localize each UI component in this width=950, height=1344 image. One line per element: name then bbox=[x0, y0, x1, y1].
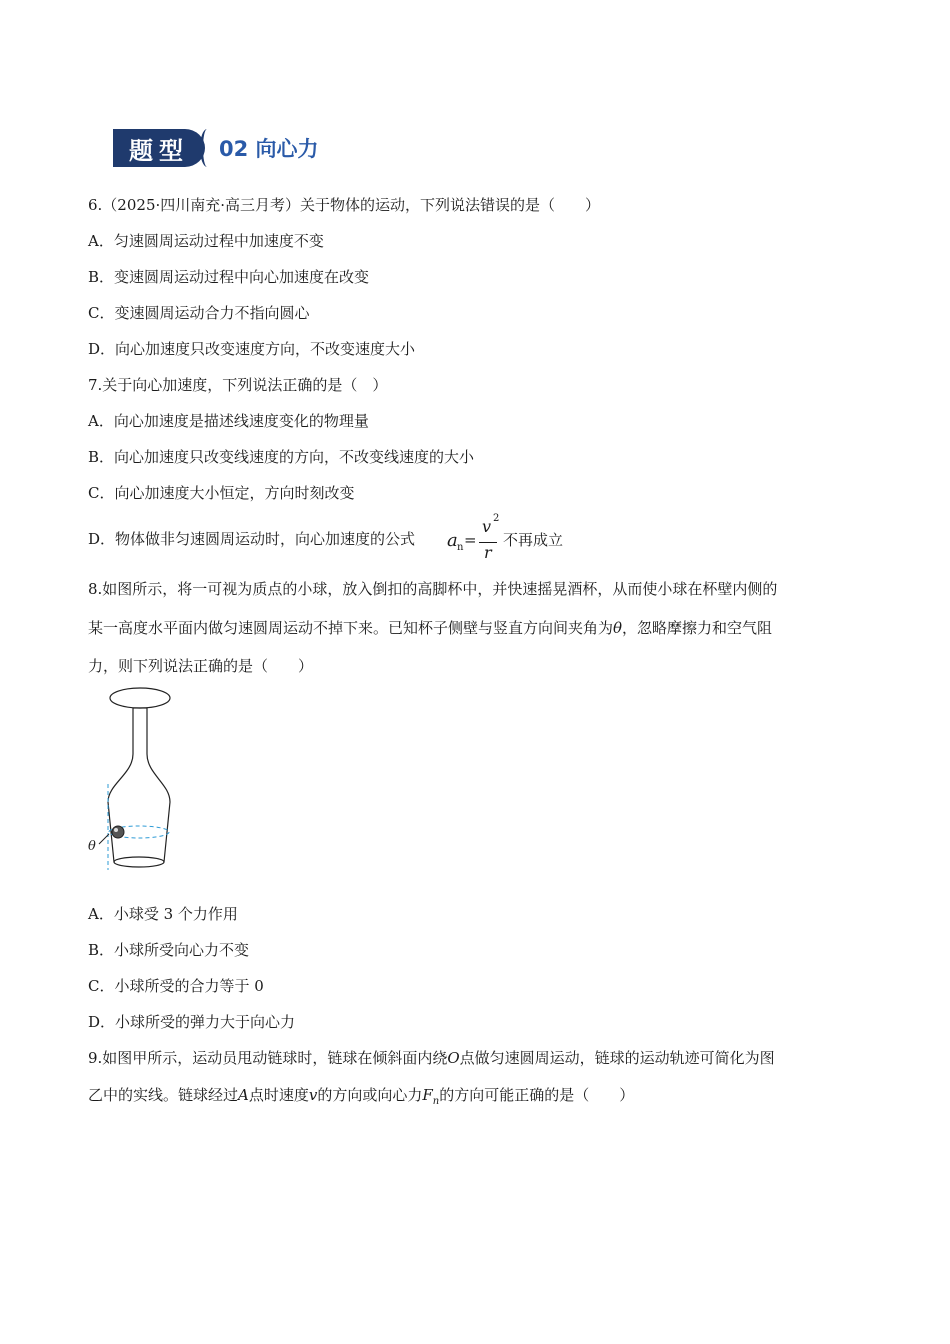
q8-stem-line1: 8.如图所示，将一可视为质点的小球，放入倒扣的高脚杯中，并快速摇晃酒杯，从而使小球在杯壁内侧的 bbox=[88, 580, 778, 598]
goblet-rim bbox=[114, 857, 164, 867]
goblet-figure bbox=[82, 684, 192, 874]
q7-option-b: B．向心加速度只改变线速度的方向，不改变线速度的大小 bbox=[88, 448, 475, 466]
q6-option-a: A．匀速圆周运动过程中加速度不变 bbox=[88, 232, 324, 250]
section-title: 02 向心力 bbox=[219, 137, 319, 161]
q7-option-d-prefix: D．物体做非匀速圆周运动时，向心加速度的公式 bbox=[88, 530, 416, 548]
q7-option-d-suffix: 不再成立 bbox=[503, 531, 564, 549]
q9-line2-post: 的方向可能正确的是（ ） bbox=[439, 1086, 635, 1104]
q7-stem: 7.关于向心加速度，下列说法正确的是（ ） bbox=[88, 376, 388, 394]
goblet-base bbox=[110, 688, 170, 708]
goblet-body bbox=[108, 708, 170, 862]
q9-line1-pre: 9.如图甲所示，运动员甩动链球时，链球在倾斜面内绕 bbox=[88, 1049, 448, 1067]
section-badge bbox=[113, 129, 205, 167]
q9-line2-pre: 乙中的实线。链球经过 bbox=[88, 1086, 239, 1104]
ball bbox=[112, 826, 124, 838]
formula-denominator: r bbox=[484, 543, 492, 562]
q8-option-b: B．小球所受向心力不变 bbox=[88, 941, 250, 959]
q9-line2-mid2: 的方向或向心力 bbox=[317, 1086, 423, 1104]
q9-point-a: A bbox=[238, 1086, 249, 1104]
goblet-diagram bbox=[82, 684, 192, 874]
q8-stem-line2-post: ，忽略摩擦力和空气阻 bbox=[622, 619, 773, 637]
q8-option-d: D．小球所受的弹力大于向心力 bbox=[88, 1013, 296, 1031]
badge-label: 题型 bbox=[129, 135, 189, 165]
q8-option-a: A．小球受 3 个力作用 bbox=[88, 905, 238, 923]
q8-option-c: C．小球所受的合力等于 0 bbox=[88, 977, 264, 995]
theta-label: θ bbox=[88, 839, 96, 854]
q6-option-b: B．变速圆周运动过程中向心加速度在改变 bbox=[88, 268, 370, 286]
q8-stem-line3: 力，则下列说法正确的是（ ） bbox=[88, 657, 314, 675]
q8-stem-line2 bbox=[88, 618, 772, 638]
q6-stem: 6.（2025·四川南充·高三月考）关于物体的运动，下列说法错误的是（ ） bbox=[88, 196, 601, 214]
section-heading bbox=[113, 128, 319, 168]
formula-subscript: n bbox=[457, 542, 464, 553]
q6-option-c: C．变速圆周运动合力不指向圆心 bbox=[88, 304, 310, 322]
q9-line1-post: 点做匀速圆周运动，链球的运动轨迹可简化为图 bbox=[459, 1049, 775, 1067]
q9-line2-mid1: 点时速度 bbox=[248, 1086, 309, 1104]
q9-force-f: F bbox=[422, 1086, 433, 1104]
q8-stem-line2-pre: 某一高度水平面内做匀速圆周运动不掉下来。已知杯子侧壁与竖直方向间夹角为 bbox=[88, 619, 614, 637]
q8-theta: θ bbox=[613, 619, 623, 637]
q9-stem-line1 bbox=[88, 1048, 775, 1068]
q9-point-o: O bbox=[447, 1049, 460, 1067]
formula-exponent: 2 bbox=[493, 513, 500, 524]
formula-equals: = bbox=[464, 531, 477, 549]
formula-numerator: v bbox=[482, 517, 492, 536]
q7-option-a: A．向心加速度是描述线速度变化的物理量 bbox=[88, 412, 369, 430]
ball-highlight bbox=[114, 828, 118, 832]
q7-option-c: C．向心加速度大小恒定，方向时刻改变 bbox=[88, 484, 355, 502]
q9-force-subscript: n bbox=[432, 1096, 440, 1107]
badge-curl-decoration bbox=[200, 129, 214, 167]
q9-stem-line2 bbox=[88, 1085, 634, 1112]
q9-velocity-v: v bbox=[308, 1086, 318, 1104]
formula-a: a bbox=[447, 530, 458, 551]
q6-option-d: D．向心加速度只改变速度方向，不改变速度大小 bbox=[88, 340, 416, 358]
